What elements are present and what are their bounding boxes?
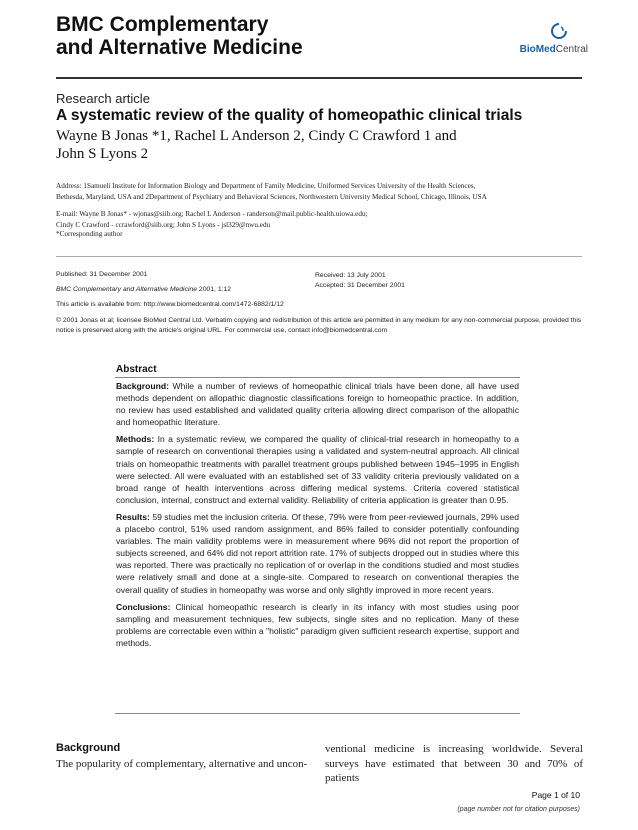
abstract-results-label: Results: [116,511,150,522]
abstract-background [116,380,519,428]
copyright-notice: © 2001 Jonas et al; licensee BioMed Central Ltd. Verbatim copying and redistribution of this article are permitted in any medium for any non-commercial purpose, provided this notice is preserved along with the article's original URL. For commercial use, contact info@biomedcentral.com [56,317,582,334]
abstract-bottom-divider [115,713,520,714]
author-line-2: John S Lyons 2 [56,146,149,162]
abstract-conclusions [116,601,519,649]
article-type: Research article [56,91,150,106]
abstract-background-text: While a number of reviews of homeopathic clinical trials have been done, all have used methods dependent on allopathic diagnostic classifications foreign to homeopathic practice. In addition, no review has used established and validated quality criteria allowing direct comparison of the allopathic and homeopathic literature. [116,381,519,428]
received-date: Received: 13 July 2001 [315,272,386,279]
body-column-left: The popularity of complementary, alternative and uncon- [56,758,308,770]
abstract-methods-label: Methods: [116,434,155,445]
address-line-2: Bethesda, Maryland, USA and 2Department of Psychiatry and Behavioral Sciences, Northwestern University Medical School, Chicago, Illinois, USA [56,193,487,201]
address-line-1: Address: 1Samueli Institute for Information Biology and Department of Family Medicine, Uniformed Services University of the Health Sciences, [56,182,476,190]
author-emails [56,209,586,230]
abstract-background-label: Background: [116,381,169,391]
body-column-right: ventional medicine is increasing worldwide. Several surveys have estimated that between 30 and 70% of patients [325,743,583,784]
section-heading-background: Background [56,742,121,754]
article-url-note: This article is available from: http://www.biomedcentral.com/1472-6882/1/12 [56,301,284,308]
published-date: Published: 31 December 2001 [56,271,148,278]
publisher-wordmark-light: Central [555,44,588,55]
abstract-conclusions-text: Clinical homeopathic research is clearly in its infancy with most studies using poor sampling and measurement techniques, few subjects, single sites and no replication. Many of these problems are correctable even within a "holistic" paradigm given sufficient research expertise, support and methods. [116,601,519,648]
article-title: A systematic review of the quality of homeopathic clinical trials [56,107,523,124]
citation-volume: 2001, 1:12 [197,286,232,293]
page-number-note: (page number not for citation purposes) [457,806,580,813]
corresponding-author-note: *Corresponding author [56,230,123,238]
header-divider [56,77,582,79]
page-number: Page 1 of 10 [531,790,580,800]
abstract-results [116,511,519,596]
journal-title [56,13,303,59]
journal-title-line-1: BMC Complementary [56,13,269,36]
publisher-logo [498,22,588,62]
abstract-methods [116,433,519,506]
email-line-2: Cindy C Crawford - ccrawford@siib.org; John S Lyons - jsl329@nwu.edu [56,220,271,229]
abstract-heading: Abstract [116,364,157,375]
journal-title-line-2: and Alternative Medicine [56,36,303,59]
abstract-body [116,380,519,654]
abstract-results-text: 59 studies met the inclusion criteria. Of these, 79% were from peer-reviewed journals, 29% used a placebo control, 51% used random assignment, and 86% failed to consider potentially confounding variables. The main validity problems were in measurement where 96% did not report the proportion of subjects screened, and 64% did not report attrition rate. 17% of subjects dropped out in studies where this was reported. There was practically no replication of or overlap in the conditions studied and most studies were relatively small and done at a single-site. Compared to research on conventional therapies the overall quality of studies in homeopathy was worse and only slightly improved in more recent years. [116,511,519,595]
author-address [56,181,586,203]
publication-info-divider [56,256,582,257]
author-list [56,127,526,163]
email-line-1: E-mail: Wayne B Jonas* - wjonas@siib.org; Rachel L Anderson - randerson@mail.public-health.uiowa.edu; [56,210,368,218]
abstract-conclusions-label: Conclusions: [116,601,171,612]
author-line-1: Wayne B Jonas *1, Rachel L Anderson 2, Cindy C Crawford 1 and [56,128,457,144]
citation-journal: BMC Complementary and Alternative Medicine [56,286,198,293]
biomed-central-logo-icon [550,22,568,40]
accepted-date: Accepted: 31 December 2001 [315,282,405,289]
abstract-top-divider [115,377,520,378]
publisher-wordmark [498,44,588,55]
citation [56,286,231,293]
abstract-methods-text: In a systematic review, we compared the quality of clinical-trial research in homeopathy to a sample of research on conventional therapies using a validated and system-neutral approach. All clinical trials on homeopathic treatments with parallel treatment groups published between 1945–1995 in English were selected. All were evaluated with an established set of 33 validity criteria previously validated on a broad range of health interventions across differing medical systems. Criteria covered statistical conclusion, internal, construct and external validity. Reliability of criteria application is greater than 0.95. [116,434,519,505]
publisher-wordmark-bold: BioMed [519,44,556,55]
received-accepted-dates [315,271,405,291]
